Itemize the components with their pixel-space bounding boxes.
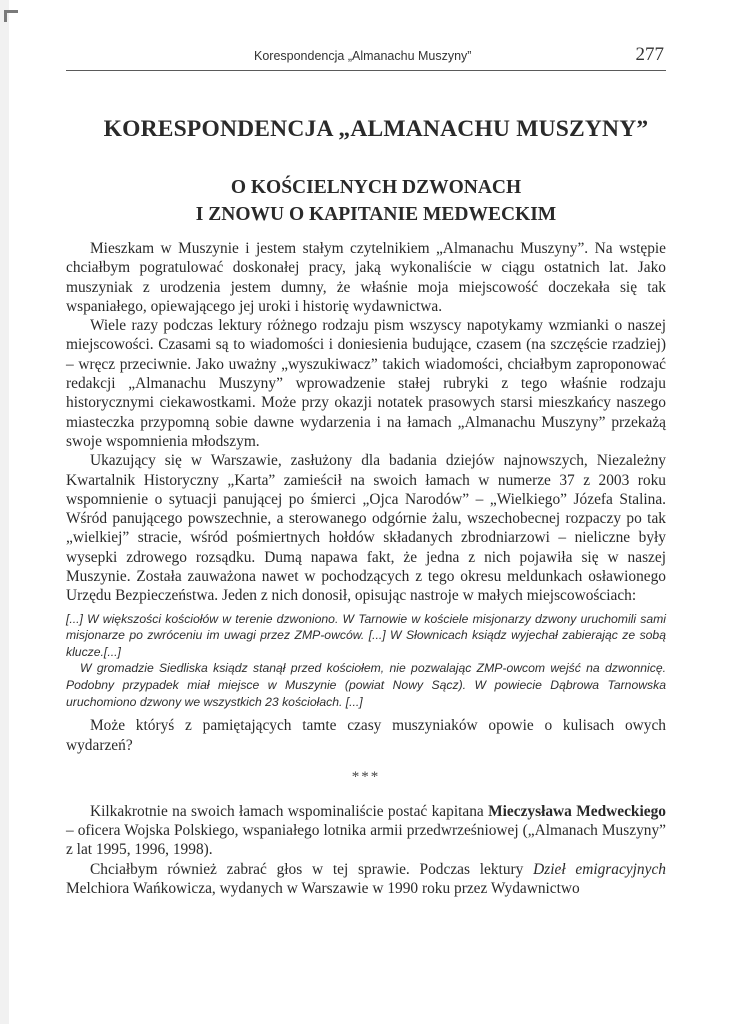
quoted-report — [66, 611, 666, 711]
crop-mark-vertical — [4, 10, 7, 22]
paragraph-wankowicz-start: Chciałbym również zabrać głos w tej sprawie. Podczas lektury — [90, 860, 534, 878]
book-title: Dzieł emigracyjnych — [533, 860, 666, 878]
paragraph-1: Mieszkam w Muszynie i jestem stałym czytelnikiem „Almanachu Muszyny”. Na wstępie chciałbym pogratulować doskonałej pracy, jaką wykonaliście w ciągu ostatnich lat. Jako muszyniak z urodzenia jestem dumny, że właśnie moja miejscowość doczekała się tak wspaniałego, opiewającego jej uroki i historię wydawnictwa. — [66, 240, 666, 315]
paragraph-3: Ukazujący się w Warszawie, zasłużony dla badania dziejów najnowszych, Niezależny Kwartalnik Historyczny „Karta” zamieścił na swoich łamach w numerze 37 z 2003 roku wspomnienie o sytuacji panującej po śmierci „Ojca Narodów” – „Wielkiego” Józefa Stalina. Wśród panującego powszechnie, a sterowanego odgórnie żalu, wszechobecnej rozpaczy po tak „wielkiej” stracie, wśród pośmiertnych hołdów składanych zbrodniarzowi – nieliczne były wysepki zdrowego rozsądku. Dumą napawa fakt, że jedna z nich pojawiła się w naszej Muszynie. Została zauważona nawet w pochodzących z tego okresu meldunkach osławionego Urzędu Bezpieczeństwa. Jeden z nich donosił, opisując nastroje w małych miejscowościach: — [66, 452, 666, 605]
name-medwecki: Mieczysława Medweckiego — [488, 802, 666, 820]
quote-part-1: [...] W większości kościołów w terenie dzwoniono. W Tarnowie w kościele misjonarzy dzwony uruchomili sami misjonarze po zwróceniu im uwagi przez ZMP-owców. [...] W Słownicach ksiądz wyjechał zabierając ze sobą klucze.[...] — [66, 611, 666, 659]
paragraph-after-quote: Może któryś z pamiętających tamte czasy muszyniaków opowie o kulisach owych wydarzeń? — [66, 717, 666, 754]
paragraph-medwecki-start: Kilkakrotnie na swoich łamach wspominaliście postać kapitana — [90, 802, 489, 820]
page-number: 277 — [635, 44, 664, 65]
article-subtitle-line-2: I ZNOWU O KAPITANIE MEDWECKIM — [195, 204, 557, 225]
running-title: Korespondencja „Almanachu Muszyny” — [254, 49, 472, 63]
article-title: KORESPONDENCJA „ALMANACHU MUSZYNY” — [103, 116, 649, 142]
paragraph-medwecki — [66, 802, 666, 860]
page-header — [66, 44, 666, 71]
section-separator: *** — [351, 768, 381, 785]
paragraph-wankowicz-end: Melchiora Wańkowicza, wydanych w Warszawie w 1990 roku przez Wydawnictwo — [66, 879, 580, 897]
article-body — [66, 239, 666, 898]
paragraph-2: Wiele razy podczas lektury różnego rodzaju pism wszyscy napotykamy wzmianki o naszej miejscowości. Czasami są to wiadomości i doniesienia budujące, czasem (na szczęście rzadziej) – wręcz przeciwnie. Jako uważny „wyszukiwacz” takich wiadomości, chciałbym zaproponować redakcji „Almanachu Muszyny” wprowadzenie stałej rubryki z tego właśnie rodzaju historycznymi ciekawostkami. Może przy okazji notatek prasowych starsi mieszkańcy naszego miasteczka przypomną sobie dawne wydarzenia i na łamach „Almanachu Muszyny” przekażą swoje wspomnienia młodszym. — [66, 317, 666, 450]
quote-part-2: W gromadzie Siedliska ksiądz stanął przed kościołem, nie pozwalając ZMP-owcom wejść na dzwonnicę. Podobny przypadek miał miejsce w Muszynie (powiat Nowy Sącz). W powiecie Dąbrowa Tarnowska uruchomiono dzwony we wszystkich 23 kościołach. [...] — [66, 661, 666, 709]
page-edge-shadow — [0, 0, 9, 1024]
paragraph-wankowicz — [66, 860, 666, 899]
paragraph-medwecki-end: – oficera Wojska Polskiego, wspaniałego lotnika armii przedwrześniowej („Almanach Muszyny” z lat 1995, 1996, 1998). — [66, 822, 666, 859]
article-subtitle-line-1: O KOŚCIELNYCH DZWONACH — [230, 177, 522, 198]
